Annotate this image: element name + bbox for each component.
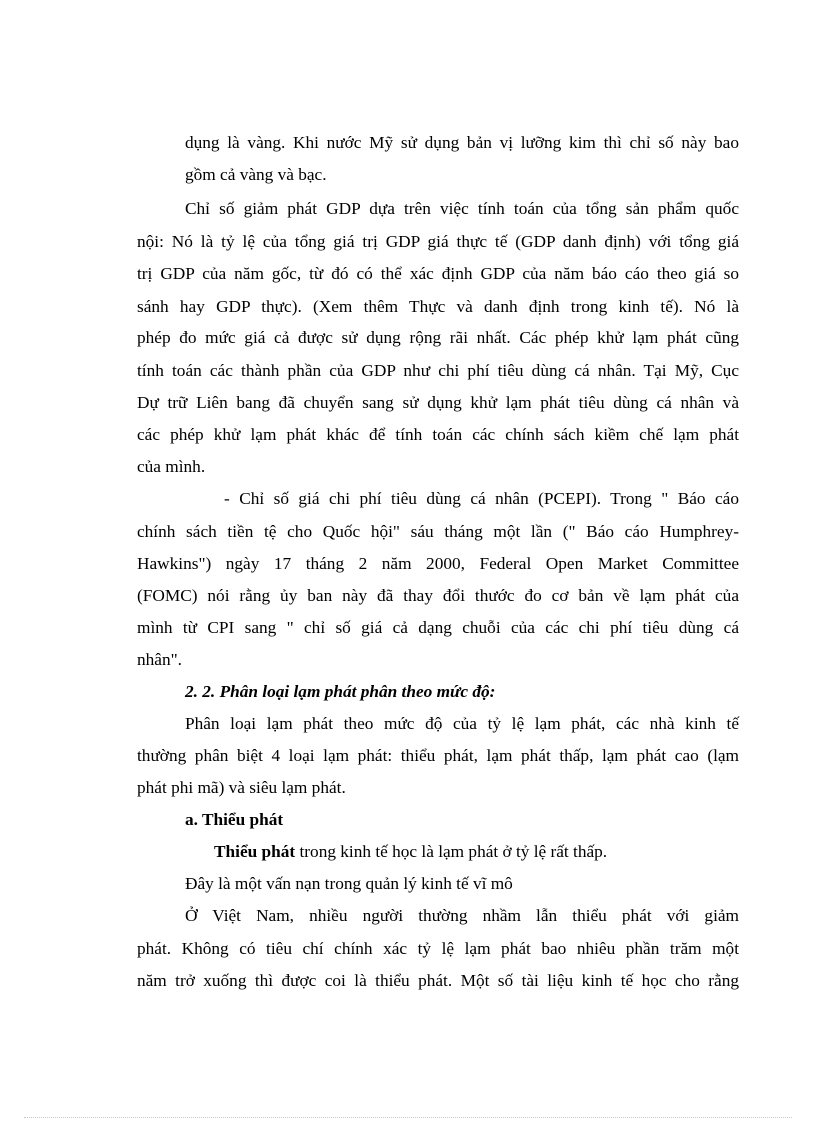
- body-text-line: phát. Không có tiêu chí chính xác tỷ lệ lạm phát bao nhiêu phần trăm một: [137, 939, 739, 958]
- body-text-line: nội: Nó là tỷ lệ của tổng giá trị GDP giá thực tế (GDP danh định) với tổng giá: [137, 232, 739, 251]
- body-text-line: gồm cả vàng và bạc.: [185, 165, 327, 184]
- body-text-line: chính sách tiền tệ cho Quốc hội" sáu tháng một lần (" Báo cáo Humphrey-: [137, 522, 739, 541]
- body-text-line: phép đo mức giá cả được sử dụng rộng rãi nhất. Các phép khử lạm phát cũng: [137, 328, 739, 347]
- definition-line: [214, 842, 816, 862]
- body-text-line: sánh hay GDP thực). (Xem thêm Thực và danh định trong kinh tế). Nó là: [137, 297, 739, 316]
- body-text-line: dụng là vàng. Khi nước Mỹ sử dụng bản vị lưỡng kim thì chỉ số này bao: [185, 133, 739, 152]
- body-text-line: (FOMC) nói rằng ủy ban này đã thay đổi thước đo cơ bản về lạm phát của: [137, 586, 739, 605]
- paragraph-first-line: Phân loại lạm phát theo mức độ của tỷ lệ lạm phát, các nhà kinh tế: [185, 714, 739, 733]
- body-text-line: năm trở xuống thì được coi là thiểu phát. Một số tài liệu kinh tế học cho rằng: [137, 971, 739, 990]
- paragraph-first-line: Chỉ số giảm phát GDP dựa trên việc tính toán của tổng sản phẩm quốc: [185, 199, 739, 218]
- body-text-line: tính toán các thành phần của GDP như chi phí tiêu dùng cá nhân. Tại Mỹ, Cục: [137, 361, 739, 380]
- body-text-line: Hawkins") ngày 17 tháng 2 năm 2000, Federal Open Market Committee: [137, 554, 739, 573]
- definition-text: trong kinh tế học là lạm phát ở tỷ lệ rất thấp.: [295, 842, 608, 861]
- body-text-line: Đây là một vấn nạn trong quản lý kinh tế vĩ mô: [185, 874, 513, 893]
- body-text-line: Dự trữ Liên bang đã chuyển sang sử dụng khử lạm phát tiêu dùng cá nhân và: [137, 393, 739, 412]
- body-text-line: của mình.: [137, 457, 206, 476]
- body-text-line: các phép khử lạm phát khác để tính toán các chính sách kiềm chế lạm phát: [137, 425, 739, 444]
- body-text-line: mình từ CPI sang " chỉ số giá cả dạng chuỗi của các chi phí tiêu dùng cá: [137, 618, 739, 637]
- page-bottom-divider: [24, 1117, 792, 1118]
- body-text-line: phát phi mã) và siêu lạm phát.: [137, 778, 346, 797]
- term: Thiểu phát: [214, 842, 296, 861]
- section-heading: 2. 2. Phân loại lạm phát phân theo mức độ:: [185, 682, 496, 701]
- paragraph-first-line: Ở Việt Nam, nhiều người thường nhầm lẫn thiểu phát với giảm: [185, 906, 739, 925]
- body-text-line: nhân".: [137, 650, 182, 669]
- body-text-line: trị GDP của năm gốc, từ đó có thể xác định GDP của năm báo cáo theo giá so: [137, 264, 739, 283]
- body-text-line: thường phân biệt 4 loại lạm phát: thiểu phát, lạm phát thấp, lạm phát cao (lạm: [137, 746, 739, 765]
- subsection-heading: a. Thiểu phát: [185, 810, 284, 829]
- paragraph-first-line: - Chỉ số giá chi phí tiêu dùng cá nhân (PCEPI). Trong " Báo cáo: [224, 489, 739, 508]
